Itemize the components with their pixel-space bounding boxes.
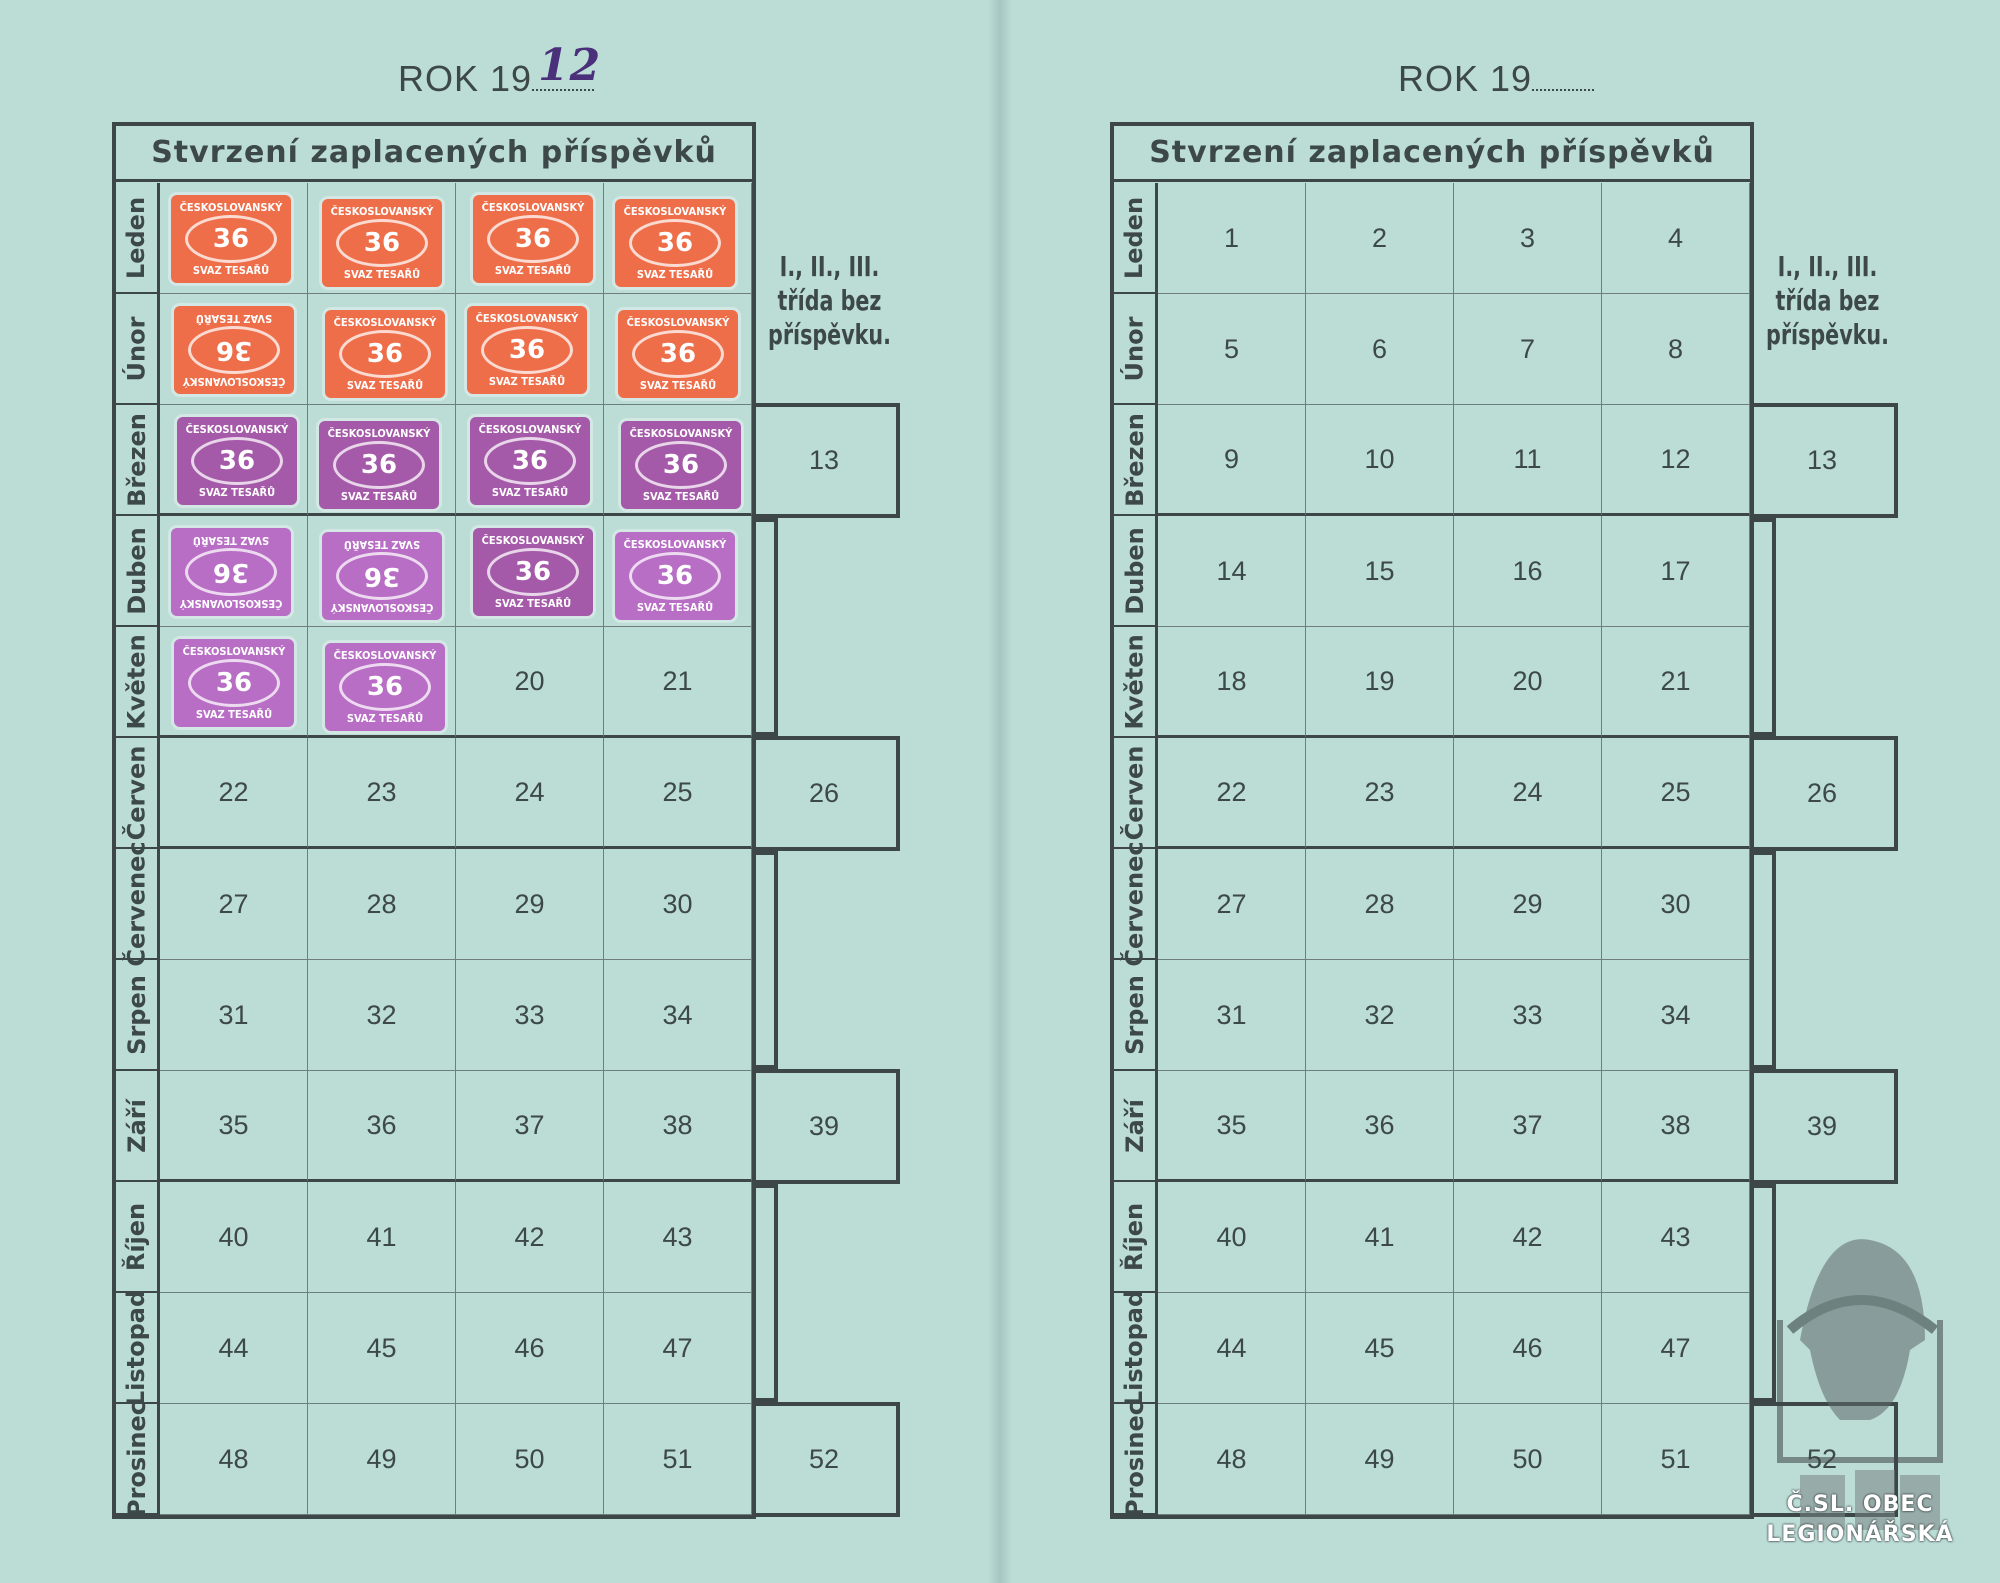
month-name: Březen (122, 412, 151, 507)
stamp-text-bottom: SVAZ TESAŘŮ (636, 268, 714, 281)
week-cell[interactable]: 5 (1158, 294, 1306, 405)
week-cell[interactable]: 45 (1306, 1293, 1454, 1404)
week-cell[interactable]: 25 (1602, 738, 1750, 849)
month-label-8 (116, 1071, 160, 1182)
week-cell[interactable]: 17 (1602, 516, 1750, 627)
month-name: Únor (122, 316, 151, 381)
week-cell[interactable]: 12 (1602, 405, 1750, 516)
class-note-line: třída bez (1775, 284, 1880, 317)
stamp-text-top: ČESKOSLOVANSKÝ (626, 316, 730, 329)
week-cell[interactable]: 32 (1306, 960, 1454, 1071)
week-cell[interactable]: 19 (1306, 627, 1454, 738)
stamp-text-bottom: SVAZ TESAŘŮ (494, 264, 572, 277)
week-cell[interactable]: 24 (456, 738, 604, 849)
stamp-text-top: ČESKOSLOVANSKÝ (629, 427, 733, 440)
stamp-value: 36 (487, 548, 579, 596)
month-label-10 (1114, 1289, 1158, 1406)
month-name: Červen (1120, 745, 1149, 840)
month-name: Červen (122, 745, 151, 840)
week-cell[interactable]: 47 (1602, 1293, 1750, 1404)
week-cell[interactable]: 50 (1454, 1404, 1602, 1515)
week-cell[interactable]: 11 (1454, 405, 1602, 516)
month-label-1 (116, 294, 160, 405)
stamp-value: 36 (629, 219, 721, 267)
week-cell[interactable]: 47 (604, 1293, 752, 1404)
week-cell[interactable]: 25 (604, 738, 752, 849)
extra-week-cell-39[interactable]: 39 (1750, 1069, 1898, 1184)
class-note-line: příspěvku. (1766, 318, 1889, 351)
stamp-text-top: ČESKOSLOVANSKÝ (182, 645, 286, 658)
week-cell[interactable]: 43 (1602, 1182, 1750, 1293)
stamp-text-top: ČESKOSLOVANSKÝ (475, 312, 579, 325)
quarter-bracket (752, 1184, 778, 1402)
week-cell[interactable]: 30 (1602, 849, 1750, 960)
month-name: Říjen (122, 1202, 151, 1271)
month-name: Květen (1120, 633, 1149, 730)
week-cell[interactable]: 4 (1602, 183, 1750, 294)
stamp-text-top: ČESKOSLOVANSKÝ (182, 375, 286, 388)
month-name: Listopad (1120, 1289, 1149, 1406)
quarter-bracket (752, 518, 778, 736)
week-cell[interactable]: 46 (1454, 1293, 1602, 1404)
class-note-line: třída bez (777, 284, 882, 317)
stamp-text-top: ČESKOSLOVANSKÝ (333, 316, 437, 329)
week-cell[interactable]: 29 (456, 849, 604, 960)
month-label-4 (1114, 627, 1158, 738)
month-label-7 (116, 960, 160, 1071)
month-label-0 (116, 183, 160, 294)
week-cell[interactable]: 49 (1306, 1404, 1454, 1515)
week-cell[interactable]: 40 (1158, 1182, 1306, 1293)
week-cell[interactable]: 23 (1306, 738, 1454, 849)
week-cell[interactable]: 41 (308, 1182, 456, 1293)
month-label-3 (1114, 516, 1158, 627)
stamp-value: 36 (339, 663, 431, 711)
stamp-text-top: ČESKOSLOVANSKÝ (179, 597, 283, 610)
stamp-text-bottom: SVAZ TESAŘŮ (488, 375, 566, 388)
month-label-3 (116, 516, 160, 627)
stamp (325, 310, 445, 398)
stamp (473, 528, 593, 616)
week-cell[interactable]: 7 (1454, 294, 1602, 405)
week-cell[interactable]: 44 (1158, 1293, 1306, 1404)
month-label-8 (1114, 1071, 1158, 1182)
stamp-value: 36 (339, 330, 431, 378)
week-cell[interactable]: 35 (160, 1071, 308, 1182)
watermark-line1: Č.SL. OBEC (1786, 1492, 1934, 1517)
stamp-value: 36 (333, 441, 425, 489)
stamp-text-bottom: SVAZ TESAŘŮ (343, 538, 421, 551)
week-cell[interactable]: 51 (604, 1404, 752, 1515)
stamp-value: 36 (336, 219, 428, 267)
stamp-text-bottom: SVAZ TESAŘŮ (198, 486, 276, 499)
week-cell[interactable]: 29 (1454, 849, 1602, 960)
stamp (615, 199, 735, 287)
stamp-value: 36 (185, 548, 277, 596)
stamp (621, 421, 741, 509)
stamp-text-top: ČESKOSLOVANSKÝ (481, 201, 585, 214)
week-cell[interactable]: 31 (160, 960, 308, 1071)
week-cell[interactable]: 42 (456, 1182, 604, 1293)
extra-week-cell-52[interactable]: 52 (752, 1402, 900, 1517)
stamp-text-top: ČESKOSLOVANSKÝ (330, 601, 434, 614)
month-label-0 (1114, 183, 1158, 294)
month-label-1 (1114, 294, 1158, 405)
stamp-value: 36 (635, 441, 727, 489)
week-cell[interactable]: 40 (160, 1182, 308, 1293)
month-label-10 (116, 1289, 160, 1406)
month-label-2 (1114, 405, 1158, 516)
week-cell[interactable]: 1 (1158, 183, 1306, 294)
month-label-2 (116, 405, 160, 516)
stamp-value: 36 (487, 215, 579, 263)
month-label-5 (1114, 738, 1158, 849)
year-label (1398, 58, 1594, 104)
stamp (322, 199, 442, 287)
stamp (322, 532, 442, 620)
week-cell[interactable]: 42 (1454, 1182, 1602, 1293)
stamp (618, 310, 738, 398)
week-cell[interactable]: 16 (1454, 516, 1602, 627)
extra-week-cell-13[interactable]: 13 (1750, 403, 1898, 518)
stamp (171, 528, 291, 616)
week-cell[interactable]: 34 (604, 960, 752, 1071)
watermark-line2: LEGIONÁŘSKÁ (1766, 1522, 1954, 1547)
week-cell[interactable]: 6 (1306, 294, 1454, 405)
week-cell[interactable]: 27 (160, 849, 308, 960)
month-label-7 (1114, 960, 1158, 1071)
month-name: Leden (122, 196, 151, 279)
stamp-text-top: ČESKOSLOVANSKÝ (179, 201, 283, 214)
year-blank (1532, 59, 1594, 91)
week-cell[interactable]: 31 (1158, 960, 1306, 1071)
quarter-bracket (752, 851, 778, 1069)
week-cell[interactable]: 28 (308, 849, 456, 960)
stamp-text-top: ČESKOSLOVANSKÝ (327, 427, 431, 440)
table-heading: Stvrzení zaplacených příspěvků (116, 126, 752, 182)
stamp (470, 417, 590, 505)
week-cell[interactable]: 20 (1454, 627, 1602, 738)
quarter-bracket (1750, 851, 1776, 1069)
week-cell[interactable]: 43 (604, 1182, 752, 1293)
week-cell[interactable]: 15 (1306, 516, 1454, 627)
stamp-text-bottom: SVAZ TESAŘŮ (343, 268, 421, 281)
week-cell[interactable]: 37 (456, 1071, 604, 1182)
week-cell[interactable]: 41 (1306, 1182, 1454, 1293)
week-cell[interactable]: 8 (1602, 294, 1750, 405)
week-cell[interactable]: 28 (1306, 849, 1454, 960)
extra-week-cell-39[interactable]: 39 (752, 1069, 900, 1184)
stamp (319, 421, 439, 509)
month-name: Červenec (122, 840, 151, 967)
month-name: Srpen (1120, 974, 1149, 1055)
stamp-text-top: ČESKOSLOVANSKÝ (481, 534, 585, 547)
week-cell[interactable]: 35 (1158, 1071, 1306, 1182)
stamp-text-bottom: SVAZ TESAŘŮ (639, 379, 717, 392)
month-label-6 (116, 840, 160, 967)
stamp-text-top: ČESKOSLOVANSKÝ (185, 423, 289, 436)
month-label-11 (1114, 1400, 1158, 1517)
month-name: Srpen (122, 974, 151, 1055)
quarter-bracket (1750, 518, 1776, 736)
year-prefix: ROK 19 (398, 58, 533, 99)
week-cell[interactable]: 2 (1306, 183, 1454, 294)
week-cell[interactable]: 33 (1454, 960, 1602, 1071)
class-note-line: příspěvku. (768, 318, 891, 351)
week-cell[interactable]: 10 (1306, 405, 1454, 516)
month-name: Říjen (1120, 1202, 1149, 1271)
week-cell[interactable]: 21 (1602, 627, 1750, 738)
year-blank (532, 40, 602, 91)
week-cell[interactable]: 50 (456, 1404, 604, 1515)
month-label-4 (116, 627, 160, 738)
week-cell[interactable]: 14 (1158, 516, 1306, 627)
stamp (171, 195, 291, 283)
week-cell[interactable]: 48 (1158, 1404, 1306, 1515)
stamp (467, 306, 587, 394)
stamp-value: 36 (336, 552, 428, 600)
week-cell[interactable]: 18 (1158, 627, 1306, 738)
month-name: Prosinec (122, 1400, 151, 1517)
week-cell[interactable]: 22 (1158, 738, 1306, 849)
stamp-text-bottom: SVAZ TESAŘŮ (340, 490, 418, 503)
stamp-text-bottom: SVAZ TESAŘŮ (491, 486, 569, 499)
month-name: Červenec (1120, 840, 1149, 967)
week-cell[interactable]: 20 (456, 627, 604, 738)
table-heading: Stvrzení zaplacených příspěvků (1114, 126, 1750, 182)
class-note (1756, 250, 1900, 352)
month-label-9 (116, 1182, 160, 1293)
week-cell[interactable]: 27 (1158, 849, 1306, 960)
year-prefix: ROK 19 (1398, 58, 1533, 99)
week-cell[interactable]: 23 (308, 738, 456, 849)
stamp (174, 639, 294, 727)
stamp (325, 643, 445, 731)
week-cell[interactable]: 30 (604, 849, 752, 960)
week-cell[interactable]: 45 (308, 1293, 456, 1404)
week-cell[interactable]: 36 (308, 1071, 456, 1182)
extra-week-cell-26[interactable]: 26 (1750, 736, 1898, 851)
month-name: Únor (1120, 316, 1149, 381)
stamp-value: 36 (484, 437, 576, 485)
month-name: Listopad (122, 1289, 151, 1406)
week-cell[interactable]: 51 (1602, 1404, 1750, 1515)
stamp (615, 532, 735, 620)
stamp-text-bottom: SVAZ TESAŘŮ (192, 264, 270, 277)
year-label (398, 40, 602, 104)
month-name: Prosinec (1120, 1400, 1149, 1517)
week-cell[interactable]: 33 (456, 960, 604, 1071)
stamp-text-bottom: SVAZ TESAŘŮ (195, 708, 273, 721)
stamp-text-bottom: SVAZ TESAŘŮ (192, 534, 270, 547)
month-label-5 (116, 738, 160, 849)
month-name: Duben (122, 526, 151, 615)
stamp-value: 36 (629, 552, 721, 600)
stamp-text-bottom: SVAZ TESAŘŮ (494, 597, 572, 610)
month-name: Březen (1120, 412, 1149, 507)
extra-week-cell-13[interactable]: 13 (752, 403, 900, 518)
stamp-text-top: ČESKOSLOVANSKÝ (333, 649, 437, 662)
month-name: Leden (1120, 196, 1149, 279)
month-name: Září (1120, 1098, 1149, 1153)
stamp-text-top: ČESKOSLOVANSKÝ (478, 423, 582, 436)
class-note (758, 250, 902, 352)
stamp-text-bottom: SVAZ TESAŘŮ (346, 712, 424, 725)
week-cell[interactable]: 22 (160, 738, 308, 849)
stamp-text-bottom: SVAZ TESAŘŮ (195, 312, 273, 325)
month-label-11 (116, 1400, 160, 1517)
stamp-value: 36 (185, 215, 277, 263)
stamp (174, 306, 294, 394)
week-cell[interactable]: 21 (604, 627, 752, 738)
stamp-value: 36 (188, 659, 280, 707)
stamp-text-top: ČESKOSLOVANSKÝ (623, 205, 727, 218)
stamp-text-top: ČESKOSLOVANSKÝ (330, 205, 434, 218)
week-cell[interactable]: 38 (604, 1071, 752, 1182)
class-note-line: I., II., III. (779, 250, 880, 283)
month-label-9 (1114, 1182, 1158, 1293)
week-cell[interactable]: 34 (1602, 960, 1750, 1071)
month-label-6 (1114, 840, 1158, 967)
extra-week-cell-26[interactable]: 26 (752, 736, 900, 851)
week-cell[interactable]: 44 (160, 1293, 308, 1404)
stamp-text-bottom: SVAZ TESAŘŮ (642, 490, 720, 503)
stamp-text-bottom: SVAZ TESAŘŮ (346, 379, 424, 392)
class-note-line: I., II., III. (1777, 250, 1878, 283)
stamp-value: 36 (188, 326, 280, 374)
stamp-value: 36 (191, 437, 283, 485)
month-name: Duben (1120, 526, 1149, 615)
week-cell[interactable]: 48 (160, 1404, 308, 1515)
week-cell[interactable]: 38 (1602, 1071, 1750, 1182)
week-cell[interactable]: 3 (1454, 183, 1602, 294)
stamp (473, 195, 593, 283)
week-cell[interactable]: 49 (308, 1404, 456, 1515)
stamp (177, 417, 297, 505)
month-name: Září (122, 1098, 151, 1153)
week-cell[interactable]: 36 (1306, 1071, 1454, 1182)
year-handwritten: 12 (538, 40, 602, 91)
week-cell[interactable]: 24 (1454, 738, 1602, 849)
extra-week-cell-52[interactable]: 52 (1750, 1402, 1898, 1517)
stamp-text-top: ČESKOSLOVANSKÝ (623, 538, 727, 551)
stamp-value: 36 (632, 330, 724, 378)
week-cell[interactable]: 46 (456, 1293, 604, 1404)
stamp-value: 36 (481, 326, 573, 374)
month-name: Květen (122, 633, 151, 730)
week-cell[interactable]: 9 (1158, 405, 1306, 516)
stamp-text-bottom: SVAZ TESAŘŮ (636, 601, 714, 614)
week-cell[interactable]: 32 (308, 960, 456, 1071)
week-cell[interactable]: 37 (1454, 1071, 1602, 1182)
